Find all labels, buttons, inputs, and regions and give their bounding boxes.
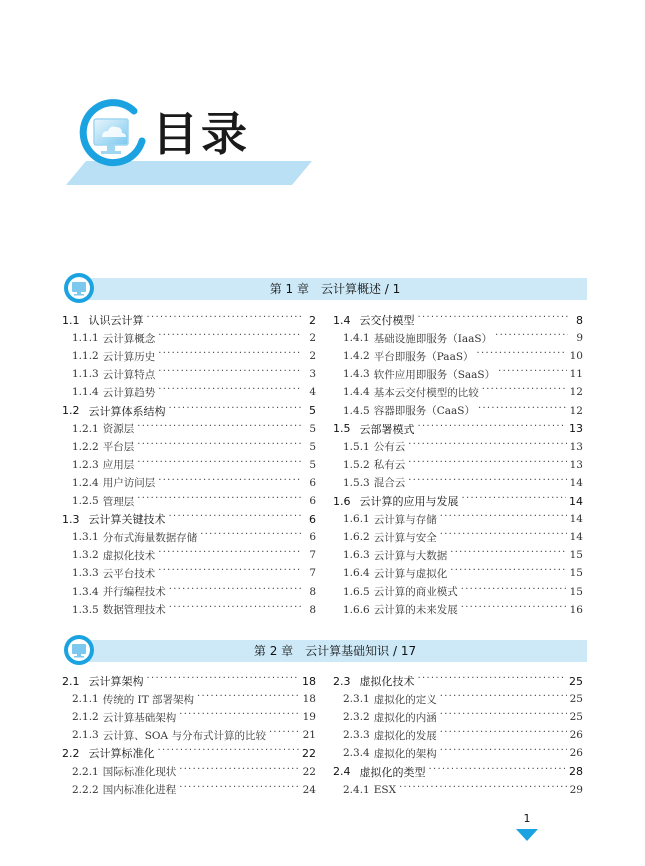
chapter-2-title[interactable]: 第 2 章 云计算基础知识 / 17 (253, 644, 417, 658)
toc-entry-title: 云计算与安全 (373, 531, 437, 544)
dot-leader (169, 586, 301, 598)
dot-leader (179, 766, 299, 778)
toc-subsection-entry[interactable] (62, 690, 316, 708)
toc-entry-number: 1.6.1 (343, 513, 370, 526)
toc-entry-number: 1.2.4 (72, 476, 99, 489)
toc-entry-title: 容器即服务（CaaS） (373, 405, 475, 417)
dot-leader (461, 604, 567, 616)
toc-entry-title: 国内标准化进程 (102, 784, 177, 797)
dot-leader (158, 549, 301, 561)
toc-entry-page: 5 (309, 422, 316, 435)
toc-entry-page: 9 (576, 332, 583, 345)
toc-entry-page: 22 (302, 746, 316, 760)
dot-leader (158, 567, 301, 579)
toc-subsection-entry[interactable] (62, 383, 316, 401)
toc-entry-number: 1.3.3 (72, 567, 99, 580)
toc-entry-page: 28 (569, 765, 583, 778)
toc-entry-number: 2.1.1 (72, 693, 99, 706)
dot-leader (197, 693, 300, 705)
toc-entry-page: 5 (309, 440, 316, 453)
dot-leader (137, 423, 301, 435)
toc-entry-page: 21 (302, 729, 316, 742)
toc-entry-page: 6 (309, 512, 316, 526)
toc-entry-title: 云计算概念 (102, 332, 156, 345)
dot-leader (158, 386, 301, 398)
toc-entry-title: 虚拟化的内涵 (373, 711, 437, 724)
dot-leader (169, 405, 302, 417)
toc-entry-number: 1.5.3 (343, 476, 370, 489)
toc-entry-number: 2.3.2 (343, 711, 370, 724)
toc-entry-title: 虚拟化技术 (102, 549, 156, 562)
toc-subsection-entry[interactable] (333, 329, 583, 347)
toc-entry-page: 12 (569, 386, 583, 399)
toc-subsection-entry[interactable] (333, 438, 583, 456)
dot-leader (418, 675, 567, 687)
toc-entry-title: ESX (373, 783, 397, 796)
dot-leader (137, 441, 301, 453)
toc-entry-page: 4 (309, 386, 316, 399)
toc-entry-title: 基础设施即服务（IaaS） (373, 332, 493, 345)
toc-entry-number: 2.2.1 (72, 765, 99, 778)
toc-entry-number: 1.6.3 (343, 549, 370, 562)
toc-subsection-entry[interactable] (62, 546, 316, 564)
toc-subsection-entry[interactable] (62, 347, 316, 365)
dot-leader (269, 729, 300, 741)
dot-leader (461, 586, 567, 598)
dot-leader (408, 441, 566, 453)
dot-leader (498, 368, 567, 380)
toc-entry-number: 1.4.4 (343, 386, 370, 399)
toc-entry-number: 1.4.1 (343, 332, 370, 345)
toc-entry-page: 7 (309, 567, 316, 580)
toc-section-entry[interactable] (333, 763, 583, 781)
toc-entry-title: 云计算与存储 (373, 513, 437, 526)
toc-entry-title: 公有云 (373, 441, 406, 454)
chapter-1-header (63, 272, 587, 304)
toc-entry-number: 1.1 (62, 313, 80, 327)
toc-entry-title: 并行编程技术 (102, 586, 166, 598)
toc-entry-number: 2.3.1 (343, 693, 370, 706)
toc-entry-number: 1.3 (62, 512, 80, 526)
toc-subsection-entry[interactable] (333, 510, 583, 528)
toc-entry-title: 混合云 (373, 477, 406, 490)
toc-entry-number: 1.3.4 (72, 585, 99, 598)
dot-leader (440, 693, 567, 705)
toc-entry-number: 1.3.5 (72, 603, 99, 616)
dot-leader (137, 495, 301, 507)
toc-entry-title: 数据管理技术 (102, 604, 166, 617)
dot-leader (440, 747, 567, 759)
toc-entry-title: 私有云 (373, 459, 406, 472)
toc-entry-number: 1.6.2 (343, 531, 370, 544)
dot-leader (462, 495, 567, 507)
triangle-down-icon (516, 826, 538, 838)
toc-entry-page: 14 (569, 494, 583, 508)
toc-entry-page: 15 (569, 549, 583, 562)
dot-leader (418, 314, 569, 326)
cloud-monitor-logo (72, 97, 150, 175)
toc-entry-title: 云交付模型 (359, 314, 415, 327)
toc-entry-page: 12 (569, 404, 583, 417)
dot-leader (179, 711, 299, 723)
dot-leader (408, 459, 566, 471)
toc-entry-title: 资源层 (102, 423, 135, 436)
toc-subsection-entry[interactable] (333, 365, 583, 383)
dot-leader (169, 513, 302, 525)
toc-entry-page: 15 (569, 585, 583, 598)
dot-leader (137, 459, 301, 471)
toc-entry-page: 29 (569, 783, 583, 796)
toc-entry-title: 云计算架构 (88, 675, 144, 688)
toc-entry-page: 5 (309, 404, 316, 417)
toc-entry-title: 分布式海量数据存储 (102, 531, 198, 544)
toc-section-entry[interactable] (333, 311, 583, 329)
toc-entry-title: 传统的 IT 部署架构 (102, 693, 195, 706)
toc-section-entry[interactable] (62, 510, 316, 528)
toc-entry-page: 5 (309, 458, 316, 471)
toc-entry-page: 25 (569, 674, 583, 688)
toc-subsection-entry[interactable] (62, 564, 316, 582)
toc-entry-number: 1.2.1 (72, 422, 99, 435)
toc-entry-page: 15 (569, 567, 583, 580)
toc-subsection-entry[interactable] (62, 726, 316, 744)
toc-entry-title: 云计算的应用与发展 (359, 495, 459, 508)
toc-entry-page: 14 (569, 513, 583, 526)
toc-subsection-entry[interactable] (333, 690, 583, 708)
toc-entry-number: 2.1 (62, 674, 80, 688)
toc-entry-page: 18 (302, 693, 316, 706)
toc-subsection-entry[interactable] (62, 365, 316, 383)
toc-entry-title: 云计算趋势 (102, 386, 156, 399)
dot-leader (158, 477, 301, 489)
toc-entry-page: 13 (569, 440, 583, 453)
toc-subsection-entry[interactable] (62, 528, 316, 546)
toc-entry-page: 6 (309, 476, 316, 489)
toc-subsection-entry[interactable] (333, 601, 583, 619)
toc-entry-number: 2.3.3 (343, 729, 370, 742)
toc-entry-page: 25 (569, 693, 583, 706)
toc-entry-title: 云计算的商业模式 (373, 586, 458, 598)
toc-section-entry[interactable] (333, 492, 583, 510)
toc-entry-number: 2.4.1 (343, 783, 370, 796)
toc-entry-number: 1.4.2 (343, 350, 370, 363)
toc-entry-page: 19 (302, 711, 316, 724)
toc-subsection-entry[interactable] (62, 583, 316, 601)
toc-entry-page: 18 (302, 674, 316, 688)
toc-entry-title: 虚拟化的定义 (373, 693, 437, 706)
toc-entry-title: 云计算与虚拟化 (373, 567, 448, 580)
dot-leader (450, 549, 566, 561)
toc-entry-title: 虚拟化的类型 (359, 765, 426, 779)
toc-entry-page: 26 (569, 747, 583, 760)
toc-subsection-entry[interactable] (62, 601, 316, 619)
toc-entry-page: 11 (569, 368, 583, 381)
dot-leader (440, 729, 567, 741)
toc-entry-page: 8 (576, 313, 583, 327)
dot-leader (147, 314, 302, 326)
toc-entry-page: 14 (569, 531, 583, 544)
toc-entry-title: 虚拟化的发展 (373, 729, 437, 742)
toc-subsection-entry[interactable] (62, 492, 316, 510)
toc-subsection-entry[interactable] (333, 347, 583, 365)
toc-subsection-entry[interactable] (333, 564, 583, 582)
toc-entry-number: 2.4 (333, 765, 351, 778)
toc-entry-number: 1.6.4 (343, 567, 370, 580)
toc-subsection-entry[interactable] (62, 763, 316, 781)
toc-entry-page: 8 (309, 585, 316, 598)
dot-leader (158, 747, 300, 759)
toc-entry-page: 24 (302, 783, 316, 796)
toc-entry-number: 1.3.1 (72, 531, 99, 544)
toc-entry-number: 1.3.2 (72, 549, 99, 562)
dot-leader (179, 784, 299, 796)
toc-entry-title: 平台即服务（PaaS） (373, 350, 474, 363)
toc-entry-page: 13 (569, 422, 583, 436)
dot-leader (399, 784, 567, 796)
toc-entry-page: 10 (569, 350, 583, 363)
toc-subsection-entry[interactable] (333, 744, 583, 762)
toc-entry-page: 16 (569, 603, 583, 616)
toc-entry-page: 13 (569, 458, 583, 471)
toc-subsection-entry[interactable] (333, 781, 583, 799)
toc-entry-title: 软件应用即服务（SaaS） (373, 368, 496, 381)
dot-leader (200, 531, 301, 543)
toc-entry-title: 云计算历史 (102, 350, 156, 363)
toc-entry-number: 2.2.2 (72, 783, 99, 796)
toc-entry-page: 2 (309, 332, 316, 345)
toc-subsection-entry[interactable] (333, 456, 583, 474)
dot-leader (429, 766, 567, 778)
page-number: 1 (523, 812, 531, 825)
toc-entry-title: 云部署模式 (359, 422, 415, 436)
toc-entry-page: 8 (309, 603, 316, 616)
toc-entry-number: 2.2 (62, 746, 80, 760)
page-title: 目录 (152, 107, 250, 161)
toc-section-entry[interactable] (62, 311, 316, 329)
toc-entry-number: 1.6.6 (343, 603, 370, 616)
toc-entry-number: 1.4.3 (343, 368, 370, 381)
toc-entry-title: 云计算特点 (102, 368, 156, 381)
toc-entry-page: 2 (309, 350, 316, 363)
toc-entry-title: 国际标准化现状 (102, 766, 177, 778)
toc-entry-number: 1.5 (333, 422, 351, 436)
dot-leader (478, 405, 567, 417)
dot-leader (158, 350, 301, 362)
dot-leader (440, 531, 567, 543)
dot-leader (408, 477, 566, 489)
dot-leader (482, 386, 567, 398)
toc-entry-number: 1.5.2 (343, 458, 370, 471)
toc-entry-number: 1.6 (333, 494, 351, 508)
toc-entry-page: 6 (309, 531, 316, 544)
toc-entry-page: 26 (569, 729, 583, 742)
toc-subsection-entry[interactable] (62, 438, 316, 456)
toc-entry-title: 云计算与大数据 (373, 549, 448, 562)
toc-entry-number: 1.4.5 (343, 404, 370, 417)
toc-entry-number: 1.1.1 (72, 332, 99, 345)
toc-subsection-entry[interactable] (62, 329, 316, 347)
toc-subsection-entry[interactable] (62, 781, 316, 799)
toc-entry-title: 云计算体系结构 (88, 404, 166, 418)
dot-leader (477, 350, 567, 362)
toc-entry-title: 虚拟化的架构 (373, 747, 437, 760)
dot-leader (418, 423, 567, 435)
toc-section-entry[interactable] (333, 420, 583, 438)
toc-subsection-entry[interactable] (333, 402, 583, 420)
toc-entry-page: 2 (309, 313, 316, 327)
toc-subsection-entry[interactable] (62, 420, 316, 438)
toc-subsection-entry[interactable] (62, 456, 316, 474)
toc-entry-title: 认识云计算 (88, 314, 144, 327)
toc-entry-title: 基本云交付模型的比较 (373, 386, 479, 399)
toc-entry-title: 用户访问层 (102, 477, 156, 490)
toc-subsection-entry[interactable] (62, 474, 316, 492)
toc-entry-number: 1.1.2 (72, 350, 99, 363)
toc-subsection-entry[interactable] (333, 383, 583, 401)
toc-entry-number: 1.2 (62, 404, 80, 417)
toc-entry-number: 1.4 (333, 313, 351, 327)
toc-entry-title: 应用层 (102, 459, 135, 472)
toc-entry-title: 云平台技术 (102, 567, 156, 580)
toc-entry-number: 1.1.3 (72, 368, 99, 381)
toc-entry-number: 1.6.5 (343, 585, 370, 598)
dot-leader (440, 711, 567, 723)
dot-leader (158, 368, 301, 380)
toc-entry-title: 虚拟化技术 (359, 675, 415, 688)
toc-section-entry[interactable] (62, 402, 316, 420)
toc-section-entry[interactable] (62, 744, 316, 762)
toc-entry-page: 25 (569, 711, 583, 724)
toc-entry-title: 云计算标准化 (88, 747, 155, 761)
toc-section-entry[interactable] (62, 672, 316, 690)
toc-subsection-entry[interactable] (333, 583, 583, 601)
toc-entry-page: 7 (309, 549, 316, 562)
toc-entry-title: 云计算关键技术 (88, 513, 166, 527)
toc-entry-number: 1.2.5 (72, 495, 99, 507)
toc-subsection-entry[interactable] (333, 726, 583, 744)
dot-leader (158, 332, 301, 344)
toc-entry-page: 14 (569, 476, 583, 489)
toc-section-entry[interactable] (333, 672, 583, 690)
toc-entry-number: 1.5.1 (343, 440, 370, 453)
toc-entry-page: 6 (309, 495, 316, 507)
toc-entry-page: 3 (309, 368, 316, 381)
toc-entry-number: 2.3.4 (343, 747, 370, 760)
toc-entry-number: 2.1.2 (72, 711, 99, 724)
toc-entry-number: 1.2.3 (72, 458, 99, 471)
chapter-1-title[interactable]: 第 1 章 云计算概述 / 1 (269, 282, 401, 296)
dot-leader (450, 567, 566, 579)
toc-entry-title: 云计算的未来发展 (373, 604, 458, 617)
dot-leader (169, 604, 301, 616)
toc-entry-number: 1.2.2 (72, 440, 99, 453)
toc-subsection-entry[interactable] (333, 474, 583, 492)
toc-entry-number: 2.1.3 (72, 729, 99, 742)
toc-entry-number: 1.1.4 (72, 386, 99, 399)
toc-entry-title: 平台层 (102, 441, 135, 454)
toc-entry-title: 管理层 (102, 495, 135, 508)
dot-leader (440, 513, 567, 525)
toc-subsection-entry[interactable] (333, 708, 583, 726)
toc-entry-page: 22 (302, 765, 316, 778)
dot-leader (147, 675, 300, 687)
toc-subsection-entry[interactable] (62, 708, 316, 726)
toc-subsection-entry[interactable] (333, 528, 583, 546)
dot-leader (495, 332, 568, 344)
toc-entry-title: 云计算、SOA 与分布式计算的比较 (102, 729, 266, 742)
toc-entry-number: 2.3 (333, 674, 351, 688)
chapter-2-header (63, 634, 587, 666)
toc-entry-title: 云计算基础架构 (102, 711, 177, 724)
toc-subsection-entry[interactable] (333, 546, 583, 564)
